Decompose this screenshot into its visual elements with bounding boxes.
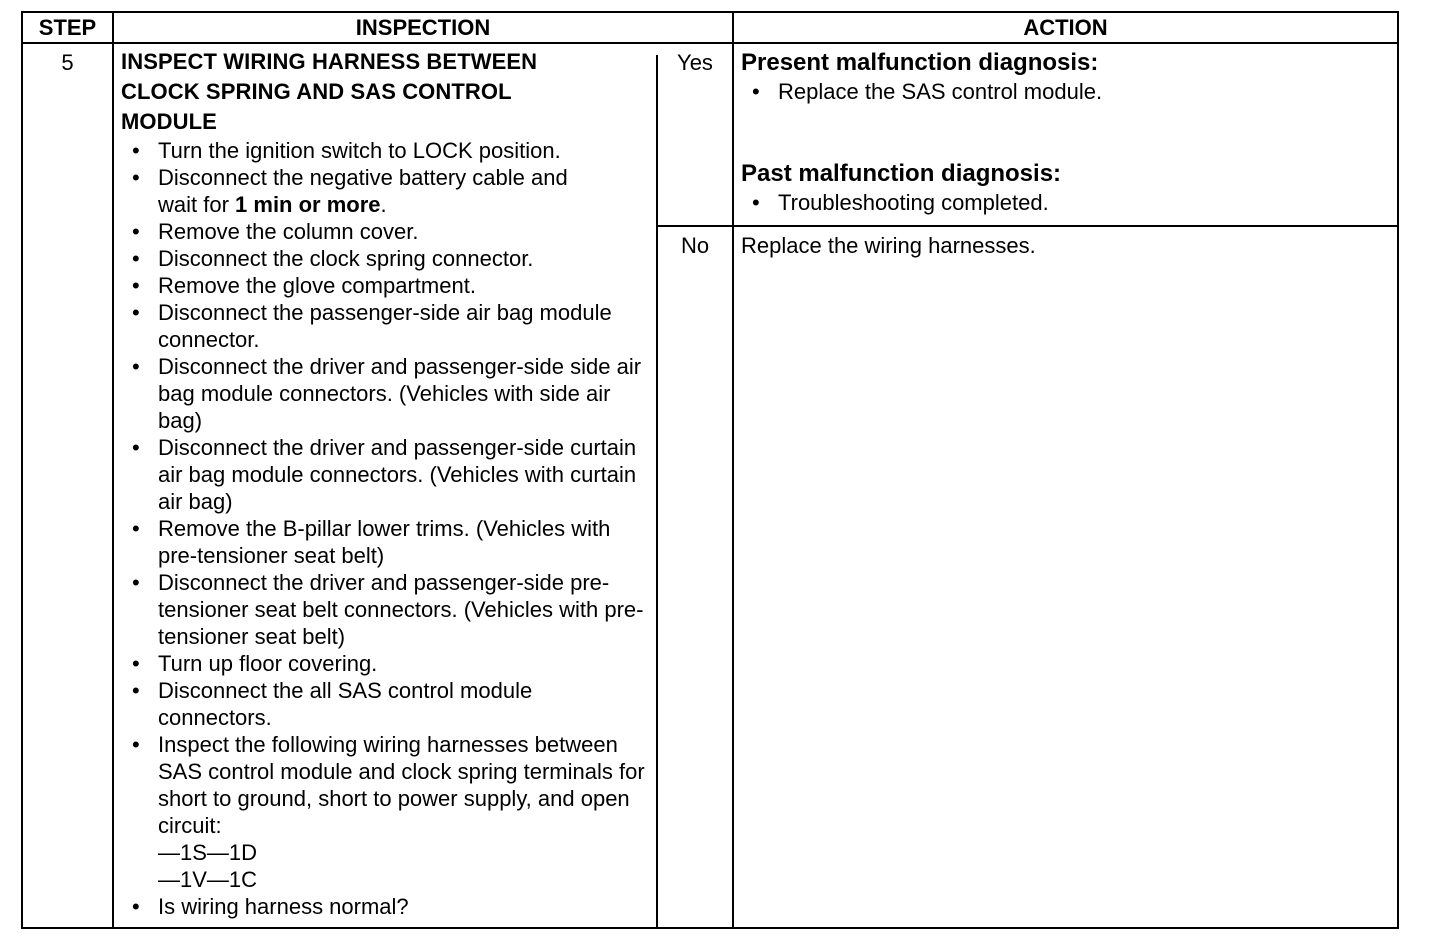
list-item: • Disconnect the all SAS control module connectors.	[132, 678, 533, 730]
list-item: • Troubleshooting completed.	[752, 190, 1049, 215]
divider	[656, 225, 1397, 227]
inspection-title	[121, 47, 651, 137]
list-item: • Turn up floor covering.	[132, 651, 378, 676]
divider	[732, 13, 734, 927]
past-diagnosis-list	[741, 189, 1387, 216]
list-item: • Disconnect the driver and passenger-side pre-tensioner seat belt connectors. (Vehicles with pre-tensioner seat belt)	[132, 570, 644, 649]
title-line: MODULE	[121, 109, 217, 134]
list-item: • Inspect the following wiring harnesses between SAS control module and clock spring terminals for short to ground, short to power supply, and open circuit: —1S—1D —1V—1C	[121, 731, 651, 893]
present-diagnosis-title: Present malfunction diagnosis:	[741, 49, 1099, 76]
divider	[112, 13, 114, 927]
title-line: CLOCK SPRING AND SAS CONTROL	[121, 79, 512, 104]
inspection-cell	[121, 47, 651, 920]
list-item: • Disconnect the passenger-side air bag module connector.	[132, 300, 612, 352]
result-no-label: No	[680, 233, 710, 258]
title-line: INSPECT WIRING HARNESS BETWEEN	[121, 49, 538, 74]
no-action-cell: Replace the wiring harnesses.	[741, 233, 1036, 258]
present-diagnosis-list	[741, 78, 1387, 105]
sub-item: —1S—1D	[158, 840, 258, 865]
list-item: • Disconnect the negative battery cable and wait for 1 min or more.	[132, 165, 568, 217]
step-number: 5	[61, 50, 74, 75]
list-item: • Is wiring harness normal?	[132, 894, 409, 919]
list-item: • Remove the B-pillar lower trims. (Vehicles with pre-tensioner seat belt)	[132, 516, 611, 568]
list-item: • Disconnect the driver and passenger-side side air bag module connectors. (Vehicles with side air bag)	[132, 354, 642, 433]
list-item: • Replace the SAS control module.	[752, 79, 1103, 104]
header-step: STEP	[38, 15, 97, 40]
past-diagnosis-title: Past malfunction diagnosis:	[741, 160, 1062, 187]
inspection-steps	[121, 137, 651, 920]
yes-action-cell	[741, 48, 1387, 216]
header-inspection: INSPECTION	[355, 15, 491, 40]
list-item: • Turn the ignition switch to LOCK position.	[132, 138, 561, 163]
result-yes-label: Yes	[677, 50, 713, 75]
divider	[656, 55, 658, 927]
sub-item: —1V—1C	[158, 867, 258, 892]
header-action: ACTION	[1023, 15, 1108, 40]
inspection-table	[21, 11, 1399, 929]
divider	[23, 42, 1397, 44]
sub-list	[158, 839, 651, 893]
list-item: • Disconnect the clock spring connector.	[132, 246, 534, 271]
list-item: • Disconnect the driver and passenger-side curtain air bag module connectors. (Vehicles with curtain air bag)	[132, 435, 637, 514]
list-item: • Remove the column cover.	[132, 219, 419, 244]
list-item: • Remove the glove compartment.	[132, 273, 476, 298]
